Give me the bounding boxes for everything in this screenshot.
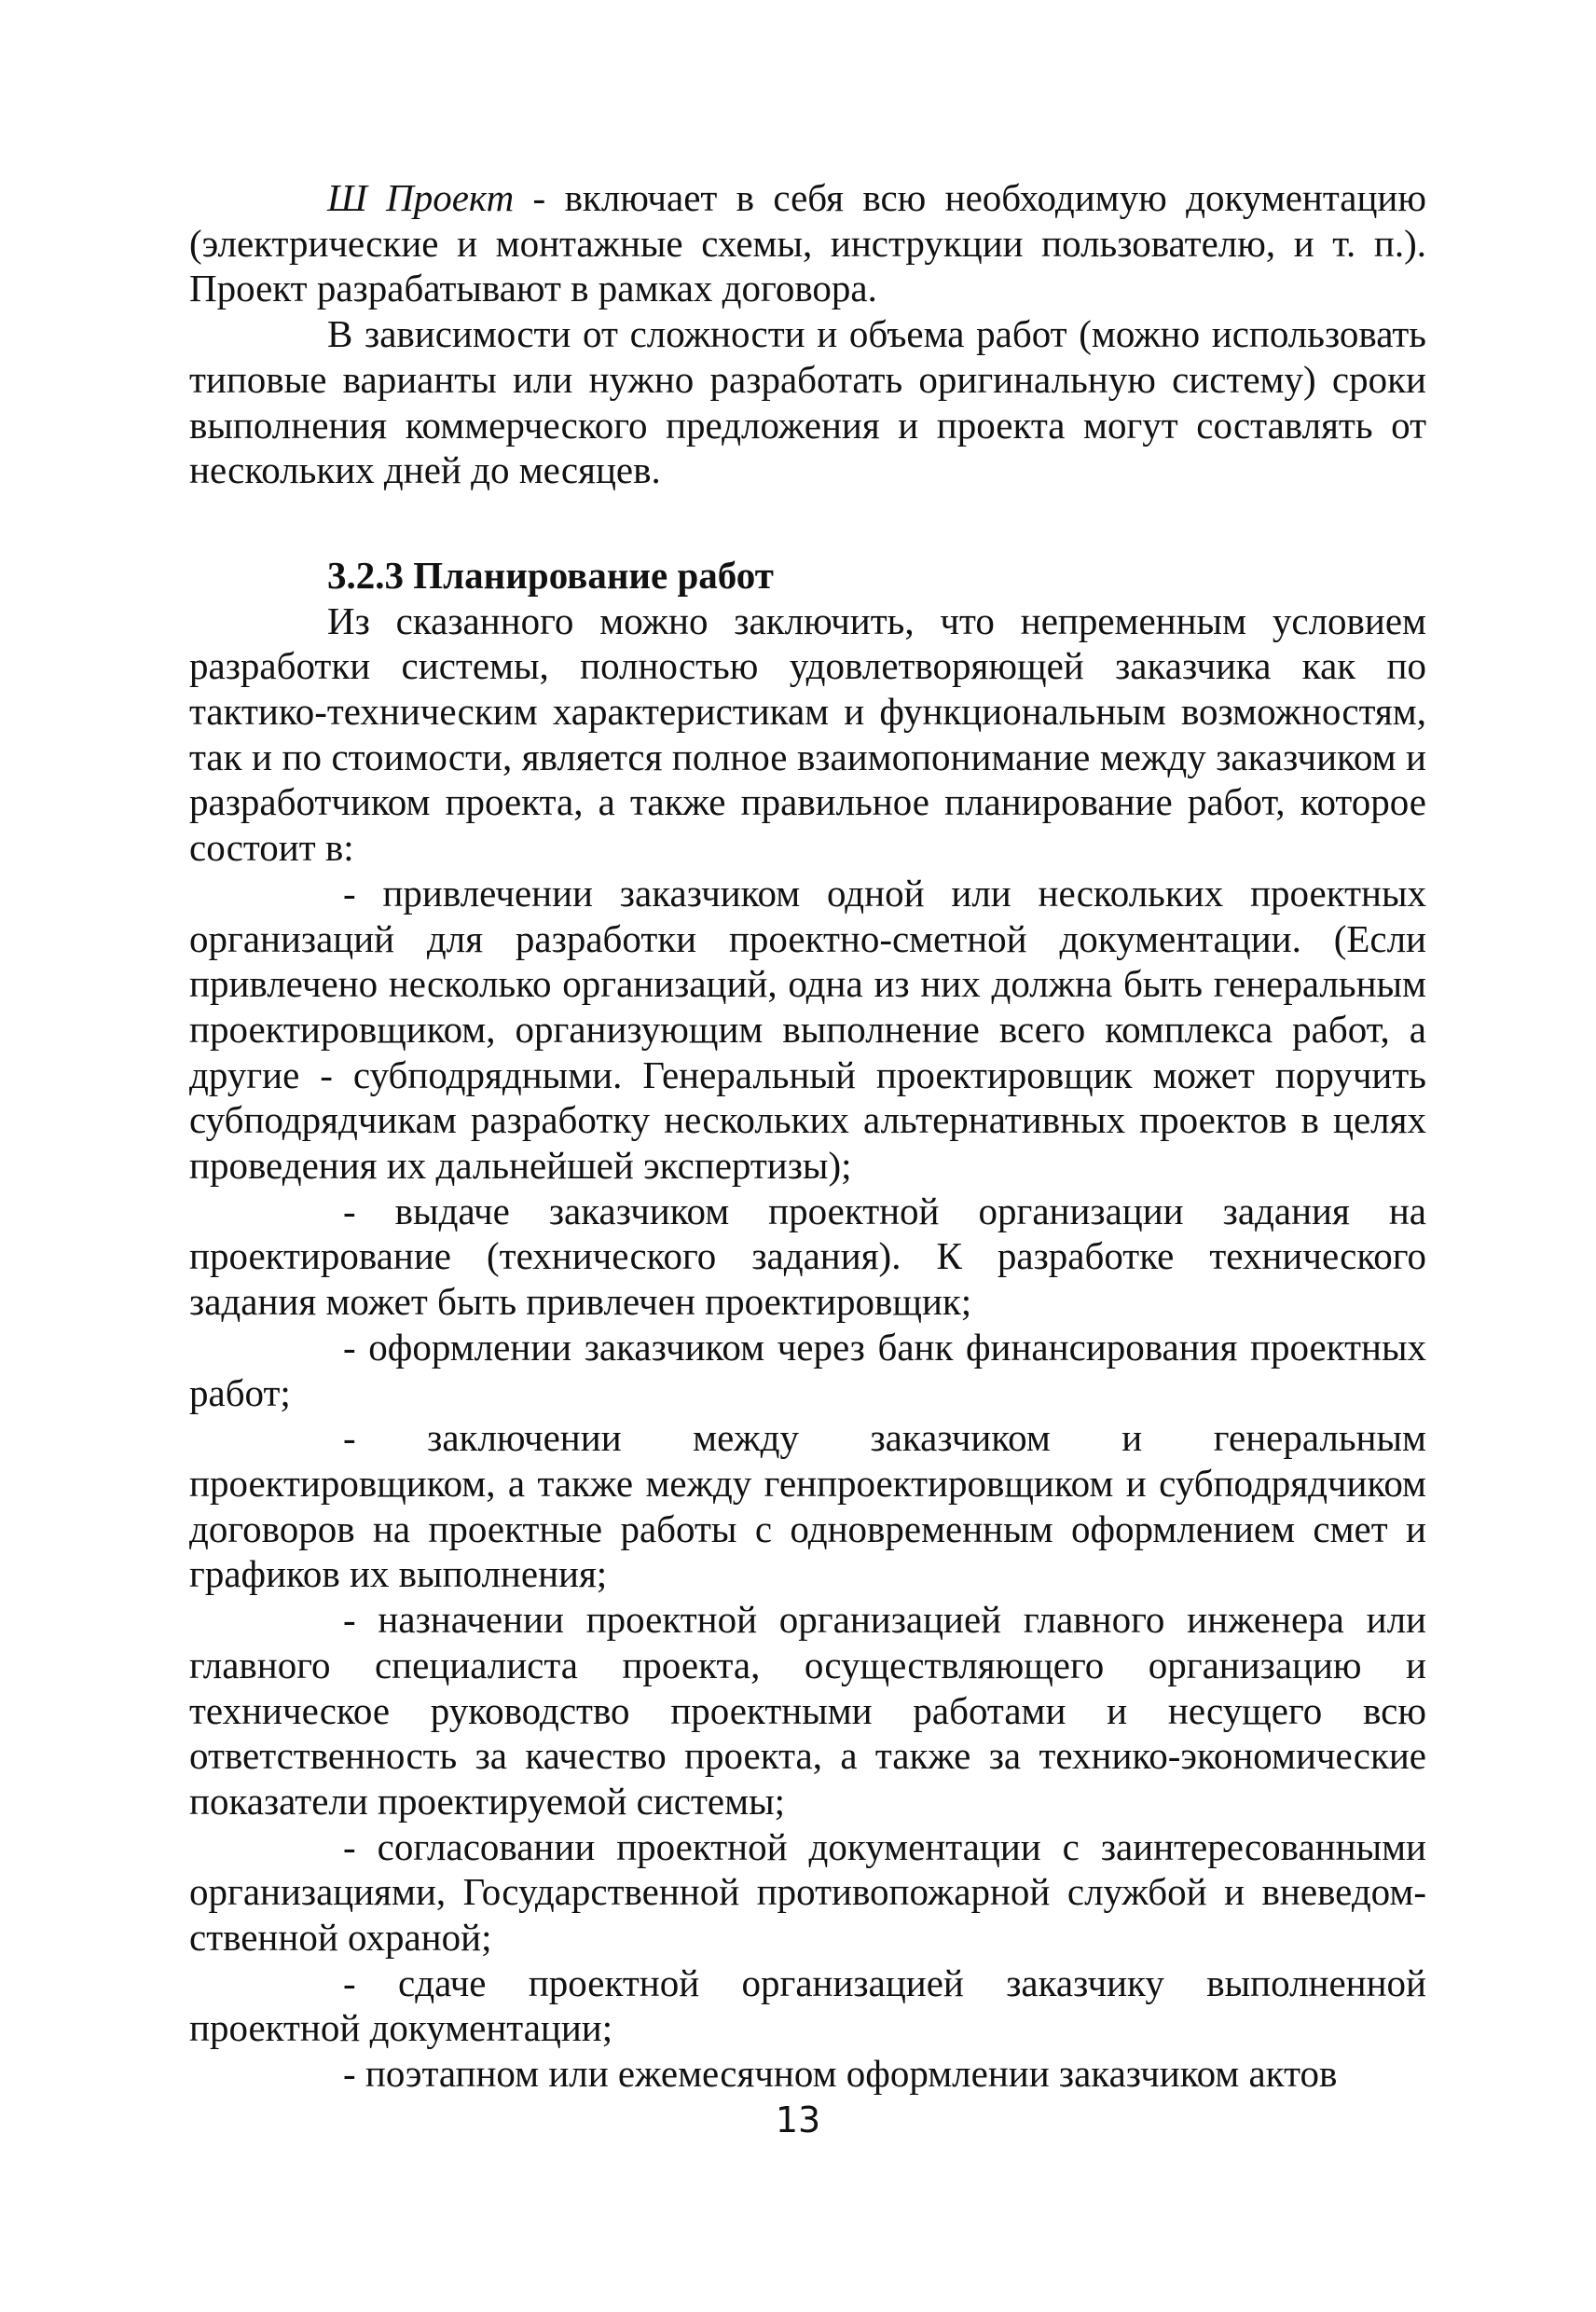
body-paragraph: В зависимости от сложности и объема работ (можно использовать типовые варианты или нужно разработать оригинальную систему) сроки выполнения коммерческого предложения и проекта могут составлять от нескольких дней до месяцев.: [189, 312, 1426, 492]
list-item: - привлечении заказчиком одной или нескольких проектных организаций для разработки проектно-сметной документации. (Если привлечено несколько организаций, одна из них должна быть генеральным проектировщиком, организующим выполнение всего комплекса работ, а другие - субподрядными. Генеральный проектировщик может поручить субподрядчикам разработку нескольких альтернативных проектов в целях проведения их дальнейшей экспертизы);: [189, 871, 1426, 1188]
list-item: - поэтапном или ежемесячном оформлении заказчиком актов: [343, 2052, 1338, 2096]
list-item: - назначении проектной организацией главного инженера или главного специалиста проекта, осуществляющего организацию и техническое руководство проектными работами и несущего всю ответственность за качество проекта, а также за технико-экономические показатели проектируемой системы;: [189, 1598, 1426, 1823]
list-item: - оформлении заказчиком через банк финансирования проектных работ;: [189, 1325, 1426, 1414]
list-item: - заключении между заказчиком и генеральным проектировщиком, а также между генпроектировщиком и субподрядчиком договоров на проектные работы с одновременным оформлением смет и графиков их выполнения;: [189, 1416, 1426, 1596]
page-body: [189, 175, 1426, 2097]
list-item: - сдаче проектной организацией заказчику выполненной проектной документации;: [189, 1961, 1426, 2050]
section-intro-paragraph: Из сказанного можно заключить, что непременным условием разработки системы, полностью удовлетворяющей заказчика как по тактико-техническим характеристикам и функциональным возможностям, так и по стоимости, является полное взаимопонимание между заказчиком и разработчиком проекта, а также правильное планирование работ, которое состоит в:: [189, 599, 1426, 870]
list-item: - выдаче заказчиком проектной организации задания на проектирование (технического задания). К разработке технического задания может быть привлечен проектировщик;: [189, 1189, 1426, 1324]
section-spacer: [189, 493, 1426, 553]
intro-paragraph: [189, 175, 1426, 311]
intro-lead-term: Ш Проект: [327, 176, 515, 219]
intro-text: - включает в себя всю необходимую документацию (электрические и монтажные схемы, инструкции пользователю, и т. п.). Проект разрабатывают в рамках договора.: [189, 176, 1426, 310]
section-heading: 3.2.3 Планирование работ: [327, 553, 774, 597]
list-item: - согласовании проектной документации с заинтересованными организациями, Государственной противопожарной службой и вневедомственной охраной;: [189, 1824, 1426, 1960]
page-number: 13: [775, 2099, 821, 2140]
